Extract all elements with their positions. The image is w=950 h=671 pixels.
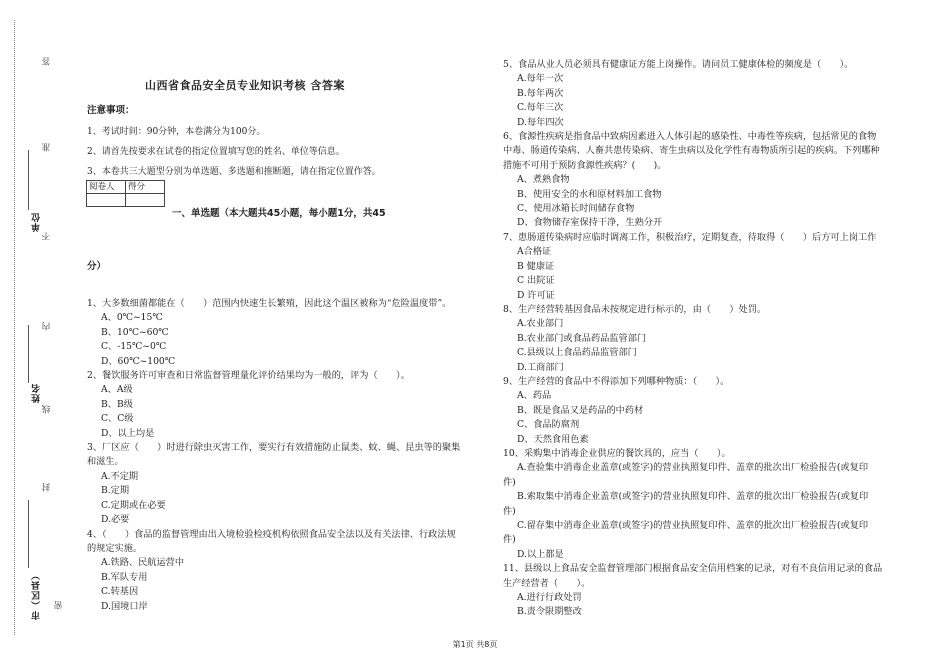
question-option: A.铁路、民航运营中	[101, 557, 185, 569]
question-option: D 许可证	[517, 289, 555, 301]
question-option: B、B级	[101, 398, 133, 410]
question-option: D.每年四次	[517, 116, 564, 128]
question-option: D.必要	[101, 514, 130, 526]
unit-label: 单位	[32, 212, 42, 232]
question-stem: 10、采购集中消毒企业供应的餐饮具的，应当（ ）。	[503, 447, 731, 459]
score-cell[interactable]	[126, 194, 165, 207]
notes-heading: 注意事项：	[87, 105, 135, 116]
question-stem: 4、（ ）食品的监督管理由出入境检验检疫机构依照食品安全法以及有关法律、行政法规	[87, 528, 456, 540]
district-label: 市（区县）	[32, 570, 42, 620]
question-option: B、10℃~60℃	[101, 326, 169, 338]
question-stem: 6、食源性疾病是指食品中致病因素进入人体引起的感染性、中毒性等疾病，包括常见的食物	[503, 131, 877, 143]
question-option: B.军队专用	[101, 571, 148, 583]
section-heading-cont: 分）	[87, 261, 107, 272]
question-option: B、既是食品又是药品的中药材	[517, 404, 644, 416]
question-option: C、C级	[101, 413, 134, 425]
right-question-column	[503, 58, 908, 620]
binding-mark-da: 答	[42, 56, 52, 66]
question-option: D、天然食用色素	[517, 433, 589, 445]
question-stem: 8、生产经营转基因食品未按规定进行标示的，由（ ）处罚。	[503, 303, 767, 315]
note-item: 3、本卷共三大题型分别为单选题、多选题和推断题，请在指定位置作答。	[87, 167, 381, 177]
page-number: 第1页 共8页	[452, 640, 498, 649]
question-option: B.每年两次	[517, 87, 564, 99]
question-option: D、60℃~100℃	[101, 355, 176, 367]
question-option: D、食物储存室保持干净，生熟分开	[517, 217, 663, 229]
left-question-column	[87, 297, 487, 614]
question-option: B.索取集中消毒企业盖章(或签字)的营业执照复印件、盖章的批次出厂检验报告(或复印	[517, 491, 869, 503]
question-option: B.责令限期整改	[517, 606, 582, 618]
question-option: A.进行行政处罚	[517, 592, 582, 604]
question-option: A.每年一次	[517, 73, 564, 85]
question-option: D.国境口岸	[101, 600, 148, 612]
question-option: A合格证	[517, 246, 552, 258]
question-option: B.农业部门或食品药品监管部门	[517, 332, 647, 344]
name-label: 姓名	[32, 383, 42, 403]
question-stem: 2、餐饮服务许可审查和日常监督管理量化评价结果均为一般的，评为（ ）。	[87, 370, 410, 382]
question-stem: 1、大多数细菌都能在（ ）范围内快速生长繁殖，因此这个温区被称为“危险温度带”。	[87, 298, 452, 309]
question-option: C、使用冰箱长时间储存食物	[517, 203, 635, 215]
binding-mark-mi: 密	[54, 600, 64, 610]
question-option-cont: 件)	[503, 534, 516, 546]
question-option: A、0℃~15℃	[101, 312, 163, 324]
question-option: D.工商部门	[517, 361, 564, 373]
exam-title: 山西省食品安全员专业知识考核 含答案	[145, 79, 345, 92]
question-option: A.不定期	[101, 470, 139, 482]
question-option: C.县级以上食品药品监管部门	[517, 347, 637, 359]
reviewer-header: 阅卷人	[87, 181, 126, 194]
binding-mark-xian: 线	[42, 404, 52, 414]
reviewer-cell[interactable]	[87, 194, 126, 207]
question-stem-cont: 措施不可用于预防食源性疾病？( )。	[503, 159, 667, 171]
score-header: 得分	[126, 181, 165, 194]
question-stem-cont: 的规定实施。	[87, 542, 143, 554]
section-heading: 一、单选题（本大题共45小题，每小题1分，共45	[172, 208, 386, 219]
question-stem: 7、患肠道传染病时应临时调离工作，积极治疗，定期复查，待取得（ ）后方可上岗工作	[503, 231, 877, 243]
note-item: 2、请首先按要求在试卷的指定位置填写您的姓名、单位等信息。	[87, 147, 345, 157]
note-item: 1、考试时间：90分钟，本卷满分为100分。	[87, 127, 266, 137]
question-option: C 出院证	[517, 275, 555, 287]
district-field-line	[28, 500, 29, 568]
name-field-line	[28, 325, 29, 383]
question-stem: 3、厂区应（ ）时进行除虫灭害工作，要实行有效措施防止鼠类、蚊、蝇、昆虫等的聚集	[87, 442, 461, 454]
question-option: B、使用安全的水和原材料加工食物	[517, 188, 662, 200]
question-option: A、煮熟食物	[517, 174, 570, 186]
question-stem: 11、县级以上食品安全监督管理部门根据食品安全信用档案的记录，对有不良信用记录的食品	[503, 563, 883, 575]
binding-mark-feng: 封	[42, 482, 52, 492]
question-stem-cont: 和滋生。	[87, 456, 124, 468]
question-option: C.留存集中消毒企业盖章(或签字)的营业执照复印件、盖章的批次出厂检验报告(或复印	[517, 520, 869, 531]
question-option: C.定期或在必要	[101, 499, 166, 511]
binding-dotted-line	[14, 20, 15, 635]
question-option: B 健康证	[517, 260, 555, 272]
unit-field-line	[28, 150, 29, 210]
question-option: A.查验集中消毒企业盖章(或签字)的营业执照复印件、盖章的批次出厂检验报告(或复印	[517, 462, 869, 474]
question-option-cont: 件)	[503, 476, 516, 488]
question-option: D.以上都是	[517, 548, 564, 560]
question-stem-cont: 生产经营者（ ）。	[503, 577, 591, 589]
question-option: C、食品防腐剂	[517, 419, 580, 431]
score-table	[86, 180, 165, 207]
question-option-cont: 件)	[503, 505, 516, 517]
question-stem: 5、食品从业人员必须具有健康证方能上岗操作。请问员工健康体检的频度是（ ）。	[503, 59, 854, 70]
question-option: A、药品	[517, 390, 552, 402]
question-option: C.每年三次	[517, 102, 564, 114]
question-option: C.转基因	[101, 586, 139, 598]
question-stem: 9、生产经营的食品中不得添加下列哪种物质：（ ）。	[503, 375, 730, 387]
binding-mark-zhun: 准	[42, 142, 52, 152]
question-option: A.农业部门	[517, 318, 564, 330]
binding-mark-nei: 内	[42, 321, 52, 331]
question-option: A、A级	[101, 384, 133, 396]
question-option: D、以上均是	[101, 427, 155, 439]
binding-mark-bu: 不	[42, 231, 52, 241]
question-option: C、-15℃~0℃	[101, 341, 167, 353]
question-option: B.定期	[101, 485, 130, 497]
question-stem-cont: 中毒、肠道传染病、人畜共患传染病、寄生虫病以及化学性有毒物质所引起的疾病。下列哪种	[503, 145, 880, 157]
